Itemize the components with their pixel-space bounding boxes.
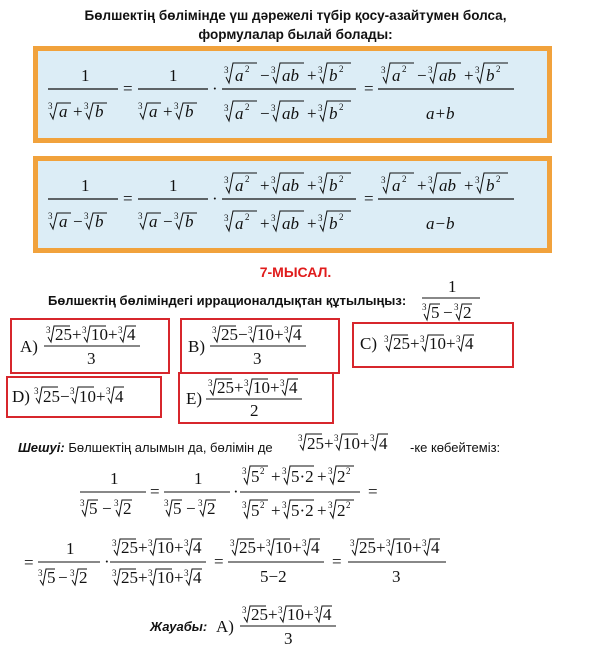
svg-text:3: 3	[392, 567, 401, 586]
svg-text:a: a	[235, 66, 244, 85]
svg-text:2: 2	[402, 64, 407, 74]
svg-text:4: 4	[193, 538, 202, 557]
svg-text:25: 25	[251, 605, 268, 624]
svg-text:2: 2	[346, 466, 351, 476]
svg-text:2: 2	[339, 102, 344, 112]
num-one: 1	[81, 66, 90, 85]
svg-text:a: a	[235, 214, 244, 233]
svg-text:5·2: 5·2	[291, 501, 314, 520]
option-a[interactable]	[10, 318, 170, 374]
equals-sign-2: =	[364, 79, 374, 98]
svg-text:·: ·	[104, 552, 110, 571]
svg-text:3: 3	[212, 325, 217, 335]
svg-text:+: +	[292, 538, 302, 557]
answer-choice: A)	[216, 617, 234, 636]
svg-text:−: −	[417, 66, 427, 85]
svg-text:2: 2	[496, 64, 501, 74]
svg-text:3: 3	[242, 500, 247, 510]
svg-text:2: 2	[260, 466, 265, 476]
svg-text:3: 3	[475, 65, 480, 75]
svg-text:25: 25	[307, 434, 324, 453]
svg-text:3: 3	[114, 498, 119, 508]
svg-text:5: 5	[89, 499, 98, 518]
num-one-2: 1	[169, 66, 178, 85]
equals-sign-b2: =	[364, 189, 374, 208]
svg-text:2: 2	[245, 174, 250, 184]
svg-text:10: 10	[343, 434, 360, 453]
cbrt-a	[48, 101, 71, 121]
svg-text:3: 3	[48, 211, 53, 221]
svg-text:4: 4	[465, 334, 474, 353]
svg-text:ab: ab	[439, 66, 456, 85]
svg-text:−: −	[58, 568, 68, 587]
example-title: 7-МЫСАЛ.	[259, 264, 332, 280]
svg-text:2: 2	[245, 212, 250, 222]
svg-text:5·2: 5·2	[291, 467, 314, 486]
svg-text:b: b	[185, 212, 194, 231]
svg-text:+: +	[270, 378, 280, 397]
svg-text:3: 3	[386, 538, 391, 548]
svg-text:3: 3	[428, 65, 433, 75]
numerator-expr	[224, 63, 351, 85]
svg-text:=: =	[332, 552, 342, 571]
svg-text:ab: ab	[282, 214, 299, 233]
svg-text:4: 4	[127, 325, 136, 344]
svg-text:+: +	[464, 66, 474, 85]
svg-text:a: a	[59, 212, 68, 231]
svg-text:3: 3	[370, 433, 375, 443]
svg-text:10: 10	[257, 325, 274, 344]
svg-text:+: +	[417, 176, 427, 195]
option-e-svg	[180, 374, 331, 421]
svg-text:3: 3	[271, 175, 276, 185]
svg-text:4: 4	[323, 605, 332, 624]
option-d-svg	[8, 378, 159, 415]
svg-text:25: 25	[359, 538, 376, 557]
svg-text:3: 3	[318, 103, 323, 113]
svg-text:25: 25	[239, 538, 256, 557]
svg-text:3: 3	[253, 349, 262, 368]
svg-text:2: 2	[245, 64, 250, 74]
svg-text:−: −	[60, 387, 70, 406]
solution-step-2	[22, 536, 512, 600]
svg-text:+: +	[234, 378, 244, 397]
svg-text:10: 10	[157, 568, 174, 587]
svg-text:2: 2	[79, 568, 88, 587]
svg-text:+: +	[307, 214, 317, 233]
svg-text:+: +	[268, 605, 278, 624]
option-d-label: D)	[12, 387, 30, 406]
svg-text:+: +	[174, 568, 184, 587]
svg-text:25: 25	[121, 538, 138, 557]
svg-text:3: 3	[184, 538, 189, 548]
svg-text:1: 1	[66, 539, 75, 558]
svg-text:3: 3	[381, 175, 386, 185]
svg-text:3: 3	[106, 386, 111, 396]
svg-text:+: +	[260, 176, 270, 195]
svg-text:+: +	[317, 467, 327, 486]
num-one-b: 1	[81, 176, 90, 195]
svg-text:2: 2	[337, 467, 346, 486]
option-b-label: B)	[188, 337, 205, 356]
svg-text:2: 2	[496, 174, 501, 184]
svg-text:3: 3	[198, 498, 203, 508]
svg-text:2: 2	[207, 499, 216, 518]
svg-text:b: b	[95, 212, 104, 231]
svg-text:ab: ab	[439, 176, 456, 195]
svg-text:3: 3	[271, 65, 276, 75]
svg-text:3: 3	[454, 302, 459, 312]
svg-text:4: 4	[431, 538, 440, 557]
minus-sign: −	[73, 212, 83, 231]
option-b-svg	[182, 320, 337, 371]
svg-text:3: 3	[224, 213, 229, 223]
svg-text:10: 10	[429, 334, 446, 353]
svg-text:2: 2	[337, 501, 346, 520]
intro-text	[0, 6, 591, 44]
svg-text:3: 3	[282, 466, 287, 476]
svg-text:5: 5	[173, 499, 182, 518]
plus-sign: +	[73, 102, 83, 121]
option-b[interactable]	[180, 318, 340, 374]
svg-text:10: 10	[79, 387, 96, 406]
option-a-svg	[12, 320, 167, 371]
solution-step-1	[70, 462, 410, 532]
svg-text:3: 3	[284, 325, 289, 335]
svg-text:25: 25	[121, 568, 138, 587]
svg-text:3: 3	[284, 629, 293, 648]
svg-text:·: ·	[233, 482, 239, 501]
svg-text:−: −	[238, 325, 248, 344]
svg-text:5: 5	[47, 568, 56, 587]
answer-expr	[212, 600, 352, 654]
svg-text:+: +	[108, 325, 118, 344]
solution-line	[18, 440, 273, 455]
svg-text:3: 3	[82, 325, 87, 335]
formula-diff-svg	[38, 161, 547, 248]
svg-text:a: a	[235, 104, 244, 123]
svg-text:3: 3	[271, 103, 276, 113]
svg-text:+: +	[376, 538, 386, 557]
svg-text:3: 3	[350, 538, 355, 548]
formula-box-sum	[33, 46, 552, 143]
denominator-expr	[224, 101, 351, 123]
svg-text:3: 3	[328, 500, 333, 510]
svg-text:+: +	[410, 334, 420, 353]
svg-text:ab: ab	[282, 104, 299, 123]
svg-text:5: 5	[251, 467, 260, 486]
svg-text:25: 25	[43, 387, 60, 406]
result-numerator	[381, 63, 508, 85]
svg-text:b: b	[185, 102, 194, 121]
svg-text:2: 2	[463, 303, 472, 322]
svg-text:+: +	[274, 325, 284, 344]
minus-sign-2: −	[163, 212, 173, 231]
svg-text:+: +	[412, 538, 422, 557]
result-denominator-b: a−b	[426, 214, 455, 233]
svg-text:+: +	[96, 387, 106, 406]
svg-text:+: +	[307, 104, 317, 123]
answer-label: Жауабы:	[150, 619, 208, 634]
option-c[interactable]	[352, 322, 514, 368]
formula-sum-svg	[38, 51, 547, 138]
dot-sign-b: ·	[212, 189, 218, 208]
svg-text:3: 3	[48, 101, 53, 111]
result-numerator-b	[381, 173, 508, 195]
equals-sign-b: =	[123, 189, 133, 208]
svg-text:+: +	[271, 501, 281, 520]
svg-text:ab: ab	[282, 66, 299, 85]
svg-text:4: 4	[311, 538, 320, 557]
svg-text:10: 10	[253, 378, 270, 397]
svg-text:=: =	[24, 553, 34, 572]
svg-text:3: 3	[148, 568, 153, 578]
svg-text:25: 25	[221, 325, 238, 344]
svg-text:3: 3	[242, 605, 247, 615]
svg-text:5: 5	[431, 303, 440, 322]
svg-text:2: 2	[339, 64, 344, 74]
solution-text-after: -ке көбейтеміз:	[410, 440, 501, 455]
svg-text:−: −	[102, 499, 112, 518]
svg-text:1: 1	[110, 469, 119, 488]
svg-text:3: 3	[230, 538, 235, 548]
svg-text:2: 2	[245, 102, 250, 112]
cbrt-a-b2	[138, 211, 161, 231]
svg-text:3: 3	[164, 498, 169, 508]
svg-text:3: 3	[422, 538, 427, 548]
svg-text:2: 2	[260, 500, 265, 510]
svg-text:+: +	[72, 325, 82, 344]
svg-text:10: 10	[275, 538, 292, 557]
svg-text:3: 3	[174, 211, 179, 221]
svg-text:4: 4	[115, 387, 124, 406]
svg-text:3: 3	[34, 386, 39, 396]
svg-text:+: +	[138, 568, 148, 587]
svg-text:b: b	[486, 66, 495, 85]
svg-text:+: +	[256, 538, 266, 557]
svg-text:=: =	[368, 482, 378, 501]
svg-text:3: 3	[302, 538, 307, 548]
svg-text:3: 3	[184, 568, 189, 578]
intro-line-1: Бөлшектің бөліміндe үш дәрежелі түбір қосу-азайтумен болса,	[84, 8, 507, 23]
svg-text:3: 3	[70, 568, 75, 578]
svg-text:a: a	[392, 176, 401, 195]
svg-text:3: 3	[298, 433, 303, 443]
cbrt-a-2	[138, 101, 161, 121]
svg-text:2: 2	[123, 499, 132, 518]
svg-text:3: 3	[278, 605, 283, 615]
svg-text:10: 10	[395, 538, 412, 557]
svg-text:+: +	[360, 434, 370, 453]
svg-text:3: 3	[38, 568, 43, 578]
svg-text:3: 3	[282, 500, 287, 510]
svg-text:3: 3	[334, 433, 339, 443]
svg-text:3: 3	[118, 325, 123, 335]
denominator-expr-b	[224, 211, 351, 233]
svg-text:3: 3	[224, 103, 229, 113]
svg-text:3: 3	[174, 101, 179, 111]
svg-text:b: b	[486, 176, 495, 195]
cbrt-b	[84, 101, 107, 121]
svg-text:3: 3	[242, 466, 247, 476]
svg-text:3: 3	[138, 211, 143, 221]
svg-text:3: 3	[318, 175, 323, 185]
svg-text:3: 3	[381, 65, 386, 75]
svg-text:−: −	[260, 104, 270, 123]
svg-text:+: +	[317, 501, 327, 520]
svg-text:=: =	[150, 482, 160, 501]
task-text: Бөлшектің бөліміндегі иррационалдықтан құтылыңыз:	[48, 293, 407, 308]
svg-text:3: 3	[224, 65, 229, 75]
option-e[interactable]	[178, 372, 334, 424]
option-c-svg	[354, 324, 511, 365]
svg-text:3: 3	[244, 378, 249, 388]
svg-text:3: 3	[384, 334, 389, 344]
svg-text:+: +	[446, 334, 456, 353]
formula-box-difference	[33, 156, 552, 253]
svg-text:a: a	[392, 66, 401, 85]
svg-text:10: 10	[157, 538, 174, 557]
svg-text:3: 3	[80, 498, 85, 508]
svg-text:5: 5	[251, 501, 260, 520]
svg-text:b: b	[329, 176, 338, 195]
svg-text:b: b	[329, 214, 338, 233]
svg-text:−: −	[260, 66, 270, 85]
svg-text:3: 3	[46, 325, 51, 335]
equals-sign: =	[123, 79, 133, 98]
svg-text:4: 4	[289, 378, 298, 397]
result-denominator: a+b	[426, 104, 455, 123]
svg-text:a: a	[235, 176, 244, 195]
numerator-expr-b	[224, 173, 351, 195]
svg-text:3: 3	[84, 101, 89, 111]
svg-text:3: 3	[84, 211, 89, 221]
cbrt-b-2	[174, 101, 197, 121]
svg-text:+: +	[307, 66, 317, 85]
svg-text:3: 3	[314, 605, 319, 615]
solution-label: Шешуі:	[18, 440, 65, 455]
svg-text:−: −	[443, 303, 453, 322]
option-e-label: E)	[186, 389, 203, 408]
svg-text:+: +	[307, 176, 317, 195]
svg-text:3: 3	[266, 538, 271, 548]
svg-text:a: a	[149, 212, 158, 231]
svg-text:+: +	[304, 605, 314, 624]
dot-sign: ·	[212, 79, 218, 98]
svg-text:10: 10	[91, 325, 108, 344]
svg-text:25: 25	[217, 378, 234, 397]
svg-text:b: b	[329, 104, 338, 123]
svg-text:3: 3	[280, 378, 285, 388]
svg-text:+: +	[464, 176, 474, 195]
svg-text:3: 3	[271, 213, 276, 223]
svg-text:+: +	[138, 538, 148, 557]
num-one-b2: 1	[169, 176, 178, 195]
svg-text:3: 3	[112, 538, 117, 548]
solution-text-before: Бөлшектің алымын да, бөлімін де	[68, 440, 273, 455]
svg-text:3: 3	[87, 349, 96, 368]
svg-text:3: 3	[112, 568, 117, 578]
solution-inline-expr	[296, 430, 414, 456]
svg-text:ab: ab	[282, 176, 299, 195]
svg-text:+: +	[174, 538, 184, 557]
option-d[interactable]	[6, 376, 162, 418]
option-c-label: C)	[360, 334, 377, 353]
svg-text:10: 10	[287, 605, 304, 624]
svg-text:2: 2	[346, 500, 351, 510]
cbrt-b-b	[84, 211, 107, 231]
svg-text:2: 2	[250, 401, 259, 420]
svg-text:3: 3	[138, 101, 143, 111]
svg-text:a: a	[59, 102, 68, 121]
svg-text:2: 2	[402, 174, 407, 184]
svg-text:3: 3	[224, 175, 229, 185]
svg-text:3: 3	[420, 334, 425, 344]
svg-text:4: 4	[193, 568, 202, 587]
svg-text:3: 3	[318, 65, 323, 75]
svg-text:2: 2	[339, 212, 344, 222]
svg-text:3: 3	[422, 302, 427, 312]
option-a-label: A)	[20, 337, 38, 356]
svg-text:1: 1	[194, 469, 203, 488]
cbrt-b-b2	[174, 211, 197, 231]
svg-text:3: 3	[248, 325, 253, 335]
svg-text:3: 3	[428, 175, 433, 185]
svg-text:4: 4	[379, 434, 388, 453]
svg-text:3: 3	[456, 334, 461, 344]
svg-text:3: 3	[148, 538, 153, 548]
svg-text:25: 25	[393, 334, 410, 353]
svg-text:b: b	[95, 102, 104, 121]
svg-text:25: 25	[55, 325, 72, 344]
svg-text:3: 3	[328, 466, 333, 476]
svg-text:3: 3	[70, 386, 75, 396]
svg-text:4: 4	[293, 325, 302, 344]
svg-text:3: 3	[208, 378, 213, 388]
svg-text:5−2: 5−2	[260, 567, 287, 586]
svg-text:2: 2	[339, 174, 344, 184]
svg-text:=: =	[214, 552, 224, 571]
svg-text:a: a	[149, 102, 158, 121]
task-fraction	[418, 276, 486, 322]
svg-text:3: 3	[318, 213, 323, 223]
plus-sign-2: +	[163, 102, 173, 121]
cbrt-a-b	[48, 211, 71, 231]
svg-text:+: +	[324, 434, 334, 453]
svg-text:+: +	[260, 214, 270, 233]
svg-text:3: 3	[475, 175, 480, 185]
intro-line-2: формулалар былай болады:	[198, 27, 393, 42]
svg-text:−: −	[186, 499, 196, 518]
svg-text:b: b	[329, 66, 338, 85]
svg-text:+: +	[271, 467, 281, 486]
svg-text:1: 1	[448, 277, 457, 296]
